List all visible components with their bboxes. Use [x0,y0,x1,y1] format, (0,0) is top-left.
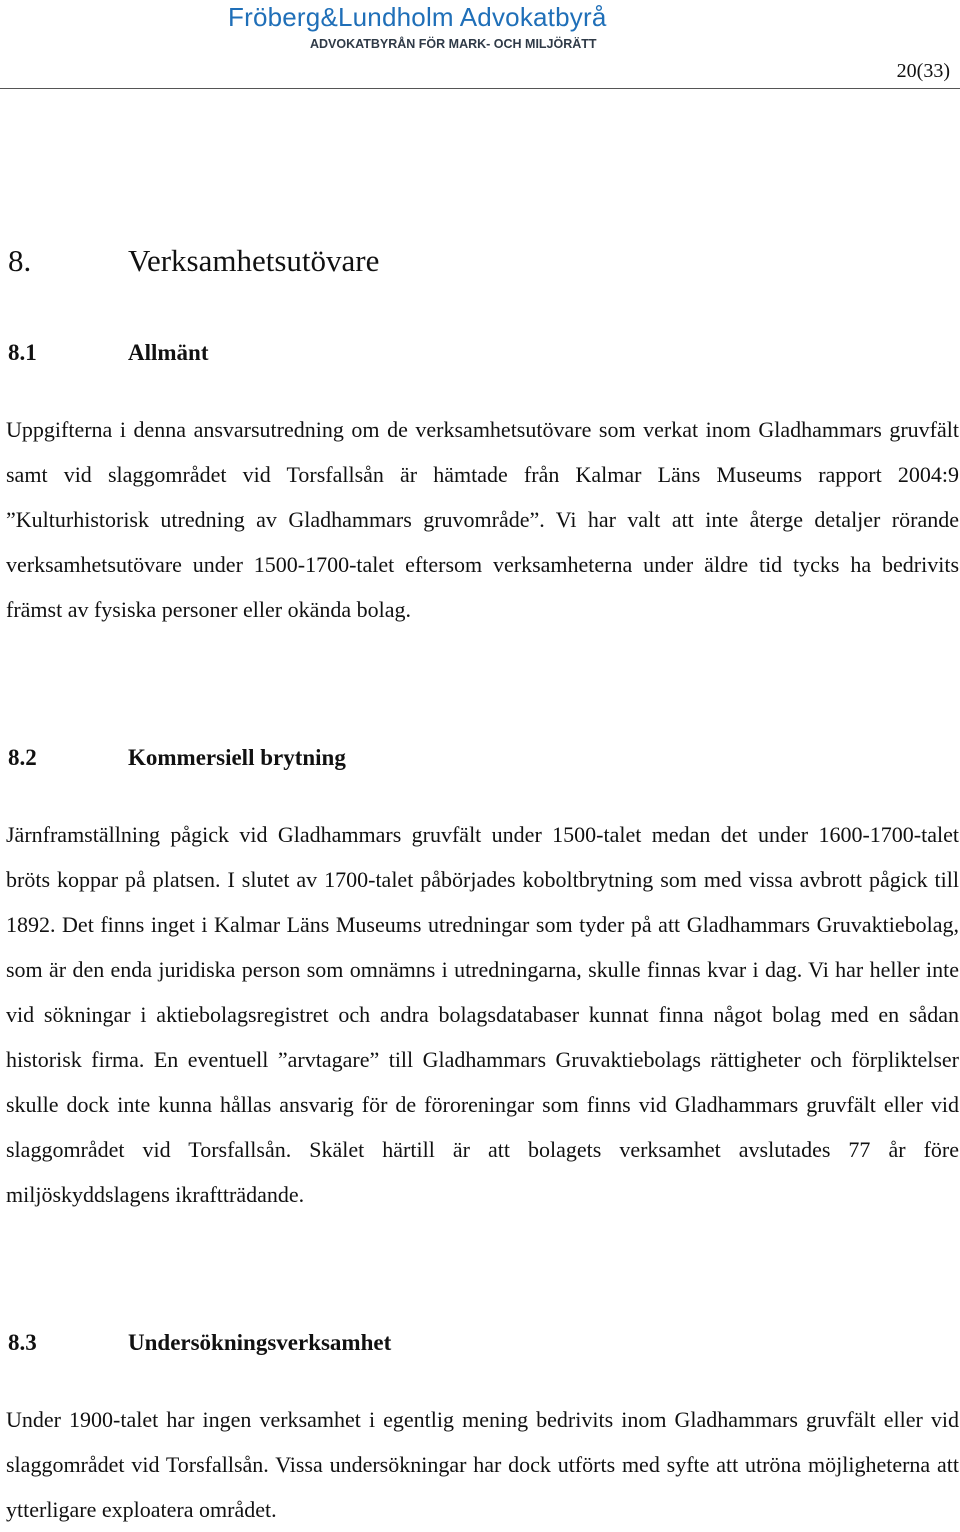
subsection-title: Undersökningsverksamhet [128,1330,392,1355]
firm-tagline: ADVOKATBYRÅN FÖR MARK- OCH MILJÖRÄTT [310,37,597,51]
subsection-heading-8-2 [8,745,346,771]
firm-name: Fröberg&Lundholm Advokatbyrå [228,2,607,32]
header-divider [0,88,960,89]
subsection-heading-8-3 [8,1330,391,1356]
subsection-heading-8-1 [8,340,209,366]
section-number: 8. [8,243,32,278]
section-heading [8,243,379,279]
subsection-number: 8.2 [8,745,37,770]
paragraph-8-1: Uppgifterna i denna ansvarsutredning om de verksamhetsutövare som verkat inom Gladhammars gruvfält samt vid slaggområdet vid Torsfallsån är hämtade från Kalmar Läns Museums rapport 2004:9 ”Kulturhistorisk utredning av Gladhammars gruvområde”. Vi har valt att inte återge detaljer rörande verksamhetsutövare under 1500-1700-talet eftersom verksamheterna under äldre tid tycks ha bedrivits främst av fysiska personer eller okända bolag. [6,417,959,622]
subsection-title: Kommersiell brytning [128,745,346,770]
subsection-title: Allmänt [128,340,209,365]
subsection-number: 8.3 [8,1330,37,1355]
paragraph-8-2: Järnframställning pågick vid Gladhammars gruvfält under 1500-talet medan det under 1600-1700-talet bröts koppar på platsen. I slutet av 1700-talet påbörjades koboltbrytning som med vissa avbrott pågick till 1892. Det finns inget i Kalmar Läns Museums utredningar som tyder på att Gladhammars Gruvaktiebolag, som är den enda juridiska person som omnämns i utredningarna, skulle finnas kvar i dag. Vi har heller inte vid sökningar i aktiebolagsregistret och andra bolagsdatabaser kunnat finna något bolag med en sådan historisk firma. En eventuell ”arvtagare” till Gladhammars Gruvaktiebolags rättigheter och förpliktelser skulle dock inte kunna hållas ansvarig för de föroreningar som finns vid Gladhammars gruvfält eller vid slaggområdet vid Torsfallsån. Skälet härtill är att bolagets verksamhet avslutades 77 år före miljöskyddslagens ikraftträdande. [6,822,959,1207]
section-title: Verksamhetsutövare [128,243,380,278]
page-number: 20(33) [896,60,950,82]
subsection-number: 8.1 [8,340,37,365]
paragraph-8-3: Under 1900-talet har ingen verksamhet i egentlig mening bedrivits inom Gladhammars gruvfält eller vid slaggområdet vid Torsfallsån. Vissa undersökningar har dock utförts med syfte att utröna möjligheterna att ytterligare exploatera området. [6,1407,959,1522]
firm-logo [228,2,607,51]
